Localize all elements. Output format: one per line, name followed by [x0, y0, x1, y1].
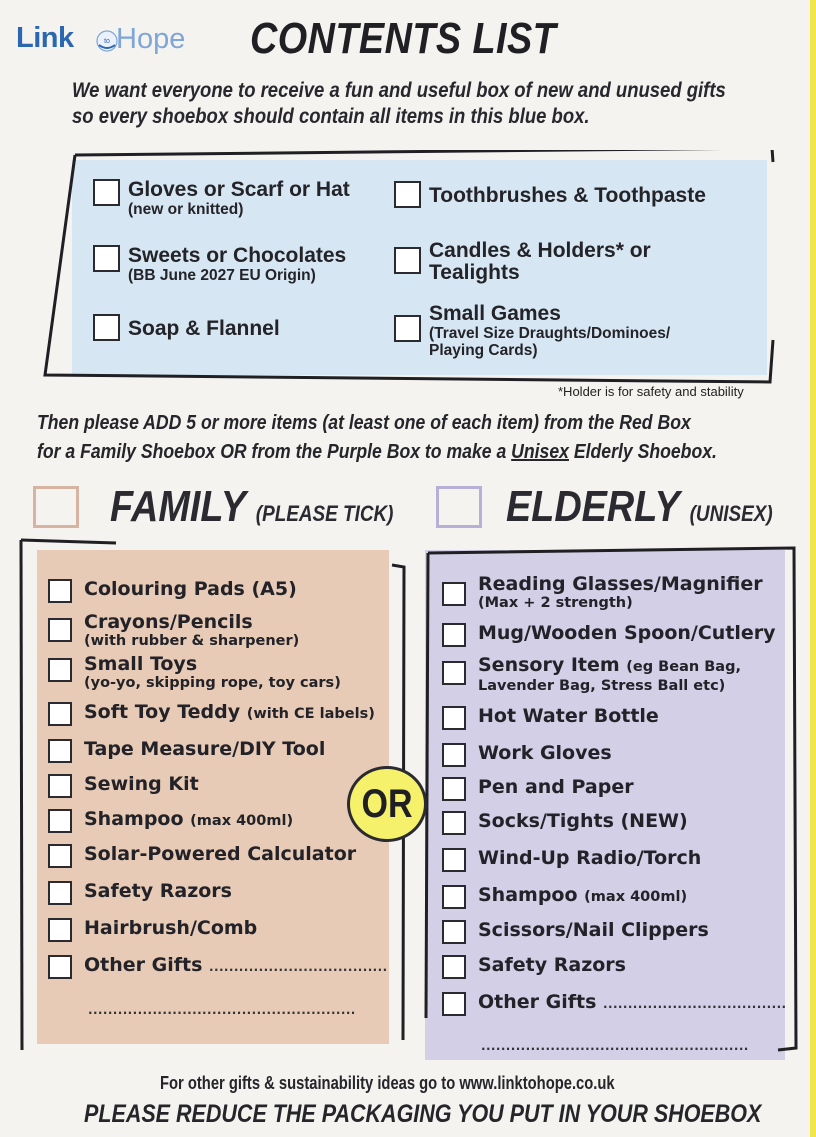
or-label: OR — [361, 781, 413, 826]
checkbox[interactable] — [48, 579, 72, 603]
checkbox[interactable] — [48, 739, 72, 763]
checkbox[interactable] — [442, 661, 466, 685]
item-note-line-2: Lavender Bag, Stress Ball etc) — [478, 678, 726, 694]
intro-line-1: We want everyone to receive a fun and useful box of new and unused gifts — [72, 79, 726, 102]
logo-link-text: Link — [16, 22, 74, 54]
item-label: Pen and Paper — [478, 776, 634, 798]
checkbox[interactable] — [442, 992, 466, 1016]
item-note: (max 400ml) — [584, 889, 688, 905]
checkbox[interactable] — [48, 881, 72, 905]
item-note: (max 400ml) — [190, 813, 294, 829]
item-label: Shampoo — [478, 884, 578, 906]
add-items-instructions — [37, 408, 717, 466]
checkbox[interactable] — [442, 955, 466, 979]
item-label: Toothbrushes & Toothpaste — [429, 184, 706, 207]
item-label: Safety Razors — [478, 954, 626, 976]
item-note-line-2: Playing Cards) — [429, 342, 538, 359]
item-label: Shampoo — [84, 808, 184, 830]
blue-item-soap[interactable] — [93, 314, 280, 341]
family-heading-note: (PLEASE TICK) — [255, 501, 394, 526]
checkbox[interactable] — [394, 315, 421, 342]
elderly-item-shampoo[interactable] — [442, 885, 687, 909]
write-in-line: ..................................... — [603, 997, 787, 1011]
item-label: Hot Water Bottle — [478, 705, 659, 727]
logo-to-text: to — [104, 38, 110, 45]
family-item-soft-toy[interactable] — [48, 702, 375, 726]
checkbox[interactable] — [394, 247, 421, 274]
item-label: Sewing Kit — [84, 773, 199, 795]
family-heading — [110, 482, 393, 532]
item-label: Scissors/Nail Clippers — [478, 919, 709, 941]
logo-hand-icon — [96, 30, 118, 52]
item-note: (with rubber & sharpener) — [84, 633, 300, 649]
packaging-note: PLEASE REDUCE THE PACKAGING YOU PUT IN YOUR SHOEBOX — [84, 1100, 762, 1128]
item-label: Other Gifts — [84, 954, 203, 976]
item-label: Other Gifts — [478, 991, 597, 1013]
instructions-line-2: for a Family Shoebox OR from the Purple Box to make a Unisex Elderly Shoebox. — [37, 440, 717, 463]
elderly-item-reading-glasses[interactable] — [442, 574, 763, 611]
checkbox[interactable] — [48, 774, 72, 798]
checkbox[interactable] — [442, 920, 466, 944]
checkbox[interactable] — [442, 885, 466, 909]
elderly-write-in-line-2[interactable]: ...................................................... — [481, 1039, 749, 1053]
item-label: Soft Toy Teddy — [84, 701, 241, 723]
checkbox[interactable] — [442, 811, 466, 835]
blue-item-small-games[interactable] — [394, 303, 670, 359]
family-item-tape-measure[interactable] — [48, 739, 325, 763]
checkbox[interactable] — [394, 181, 421, 208]
checkbox[interactable] — [442, 582, 466, 606]
item-label: Mug/Wooden Spoon/Cutlery — [478, 622, 776, 644]
elderly-item-mug[interactable] — [442, 623, 776, 647]
family-heading-text: FAMILY — [110, 482, 246, 531]
item-label: Reading Glasses/Magnifier — [478, 573, 763, 595]
elderly-item-scissors[interactable] — [442, 920, 709, 944]
item-label: Crayons/Pencils — [84, 611, 253, 633]
elderly-item-work-gloves[interactable] — [442, 743, 612, 767]
item-label: Work Gloves — [478, 742, 612, 764]
item-label: Soap & Flannel — [128, 317, 280, 340]
elderly-item-hot-water-bottle[interactable] — [442, 706, 659, 730]
item-label: Sensory Item — [478, 654, 620, 676]
checkbox[interactable] — [48, 809, 72, 833]
page-title: CONTENTS LIST — [250, 14, 557, 63]
family-write-in-line-2[interactable]: ...................................................... — [88, 1003, 356, 1017]
item-label: Gloves or Scarf or Hat — [128, 178, 350, 201]
or-badge — [347, 766, 427, 842]
item-label: Hairbrush/Comb — [84, 917, 258, 939]
link-to-hope-logo — [16, 20, 191, 60]
checkbox[interactable] — [48, 955, 72, 979]
checkbox[interactable] — [93, 314, 120, 341]
item-label: Safety Razors — [84, 880, 232, 902]
checkbox[interactable] — [93, 245, 120, 272]
intro-line-2: so every shoebox should contain all items in this blue box. — [72, 105, 590, 128]
item-note: (BB June 2027 EU Origin) — [128, 267, 316, 284]
checkbox[interactable] — [442, 623, 466, 647]
blue-item-toothbrushes[interactable] — [394, 181, 706, 208]
checkbox[interactable] — [442, 848, 466, 872]
elderly-item-safety-razors[interactable] — [442, 955, 626, 979]
holder-footnote: *Holder is for safety and stability — [558, 384, 744, 399]
intro-text — [72, 78, 726, 130]
item-label: Socks/Tights (NEW) — [478, 810, 688, 832]
item-note: (eg Bean Bag, — [626, 659, 741, 675]
checkbox[interactable] — [93, 179, 120, 206]
elderly-tick-box[interactable] — [436, 486, 482, 528]
blue-item-candles[interactable] — [394, 240, 651, 284]
checkbox[interactable] — [48, 918, 72, 942]
item-label: Small Toys — [84, 653, 198, 675]
family-item-shampoo[interactable] — [48, 809, 293, 833]
item-note: (Travel Size Draughts/Dominoes/ — [429, 325, 671, 342]
item-label: Wind-Up Radio/Torch — [478, 847, 702, 869]
family-item-small-toys[interactable] — [48, 654, 341, 691]
blue-item-sweets[interactable] — [93, 245, 346, 284]
blue-item-gloves[interactable] — [93, 179, 350, 218]
family-tick-box[interactable] — [33, 486, 79, 528]
item-note: (yo-yo, skipping rope, toy cars) — [84, 675, 341, 691]
elderly-heading-text: ELDERLY — [506, 482, 680, 531]
checkbox[interactable] — [48, 844, 72, 868]
checkbox[interactable] — [442, 743, 466, 767]
item-note: (new or knitted) — [128, 201, 244, 218]
elderly-item-sensory[interactable] — [442, 655, 741, 694]
item-label: Small Games — [429, 302, 561, 325]
instructions-line-1: Then please ADD 5 or more items (at least one of each item) from the Red Box — [37, 411, 691, 434]
checkbox[interactable] — [442, 706, 466, 730]
family-item-sewing-kit[interactable] — [48, 774, 199, 798]
checkbox[interactable] — [48, 618, 72, 642]
family-item-hairbrush[interactable] — [48, 918, 257, 942]
family-item-calculator[interactable] — [48, 844, 356, 868]
elderly-heading — [506, 482, 773, 532]
website-note: For other gifts & sustainability ideas go to www.linktohope.co.uk — [160, 1073, 615, 1093]
checkbox[interactable] — [48, 702, 72, 726]
checkbox[interactable] — [48, 658, 72, 682]
checkbox[interactable] — [442, 777, 466, 801]
item-note: (Max + 2 strength) — [478, 595, 633, 611]
family-item-safety-razors[interactable] — [48, 881, 232, 905]
family-item-crayons[interactable] — [48, 612, 299, 649]
elderly-item-socks[interactable] — [442, 811, 688, 835]
item-label: Candles & Holders* or — [429, 239, 651, 262]
family-item-colouring-pads[interactable] — [48, 579, 297, 603]
family-item-other-gifts[interactable] — [48, 955, 388, 979]
elderly-item-other-gifts[interactable] — [442, 992, 787, 1016]
elderly-item-radio-torch[interactable] — [442, 848, 701, 872]
item-label: Colouring Pads (A5) — [84, 578, 297, 600]
item-note: (with CE labels) — [246, 706, 375, 722]
item-label-line-2: Tealights — [429, 261, 520, 284]
write-in-line: .................................... — [209, 960, 388, 974]
item-label: Tape Measure/DIY Tool — [84, 738, 326, 760]
item-label: Solar-Powered Calculator — [84, 843, 357, 865]
elderly-heading-note: (UNISEX) — [689, 501, 773, 526]
elderly-item-pen-paper[interactable] — [442, 777, 634, 801]
page-edge-stripe — [810, 0, 816, 1137]
item-label: Sweets or Chocolates — [128, 244, 347, 267]
logo-hope-text: Hope — [116, 23, 186, 55]
